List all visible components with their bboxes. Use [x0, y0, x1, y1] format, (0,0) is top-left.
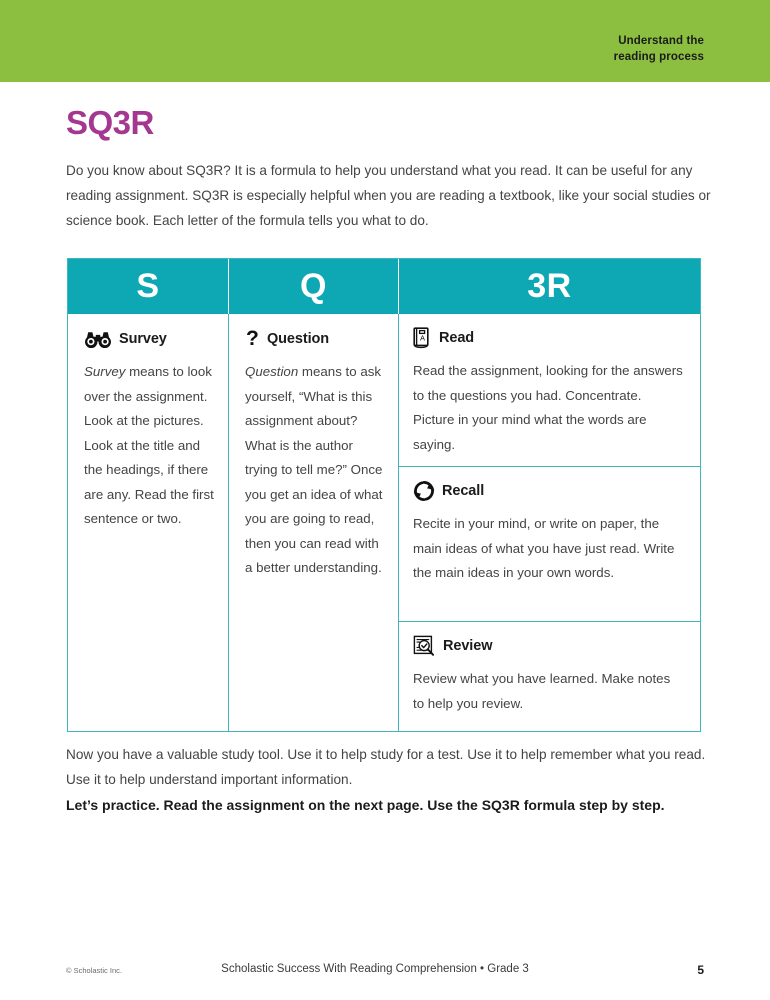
binoculars-icon [84, 331, 112, 348]
refresh-circle-icon [413, 480, 435, 502]
threer-cell [399, 314, 700, 731]
svg-text:?: ? [246, 328, 259, 350]
review-cell [399, 621, 700, 731]
recall-text: Recite in your mind, or write on paper, the main ideas of what you have just read. Write the main ideas in your own words. [413, 516, 675, 580]
question-heading [245, 328, 384, 350]
table-header-row [68, 259, 700, 314]
document-magnifier-icon [413, 635, 436, 658]
recall-cell [399, 466, 700, 621]
table-header-q: Q [229, 259, 399, 314]
outro-paragraph: Now you have a valuable study tool. Use it to help study for a test. Use it to help remember what you read. Use it to help understand important information. [66, 747, 706, 787]
banner-heading-line2: reading process [613, 50, 704, 63]
survey-label: Survey [119, 331, 167, 347]
question-term: Question [245, 364, 299, 379]
survey-text [84, 360, 214, 532]
review-text: Review what you have learned. Make notes to help you review. [413, 671, 671, 711]
review-heading [413, 635, 684, 657]
read-label: Read [439, 330, 475, 346]
svg-text:A: A [420, 333, 426, 343]
question-text [245, 360, 384, 581]
survey-cell [68, 314, 229, 731]
page-title: SQ3R [66, 104, 154, 141]
banner-heading [614, 34, 704, 65]
sq3r-table [67, 258, 701, 732]
question-mark-icon [245, 328, 260, 350]
question-label: Question [267, 331, 330, 347]
footer-copyright: © Scholastic Inc. [66, 966, 122, 975]
page-banner [0, 0, 770, 82]
table-header-s: S [68, 259, 229, 314]
read-cell [399, 314, 700, 466]
recall-heading [413, 480, 684, 502]
recall-label: Recall [442, 483, 485, 499]
footer-book-title: Scholastic Success With Reading Comprehension • Grade 3 [221, 963, 529, 975]
intro-paragraph: Do you know about SQ3R? It is a formula to help you understand what you read. It can be useful for any reading assignment. SQ3R is especially helpful when you are reading a textbook, like your social studies or science book. Each letter of the formula tells you what to do. [66, 163, 711, 228]
read-heading [413, 327, 684, 349]
read-text: Read the assignment, looking for the answers to the questions you had. Concentrate. Picture in your mind what the words are saying. [413, 363, 683, 452]
survey-body: means to look over the assignment. Look at the pictures. Look at the title and the headings, if there are any. Read the first sentence or two. [84, 364, 214, 526]
book-icon [413, 327, 432, 349]
question-body: means to ask yourself, “What is this assignment about? What is the author trying to tell me?” Once you get an idea of what you are going to read, then you can read with a better understanding. [245, 364, 383, 575]
table-header-3r: 3R [527, 267, 572, 305]
question-cell [229, 314, 399, 731]
survey-heading [84, 328, 214, 350]
banner-heading-line1: Understand the [618, 35, 704, 47]
footer-page-number: 5 [697, 963, 704, 977]
survey-term: Survey [84, 364, 126, 379]
review-label: Review [443, 638, 493, 654]
table-body [68, 314, 700, 731]
practice-paragraph: Let’s practice. Read the assignment on the next page. Use the SQ3R formula step by step. [66, 797, 665, 813]
